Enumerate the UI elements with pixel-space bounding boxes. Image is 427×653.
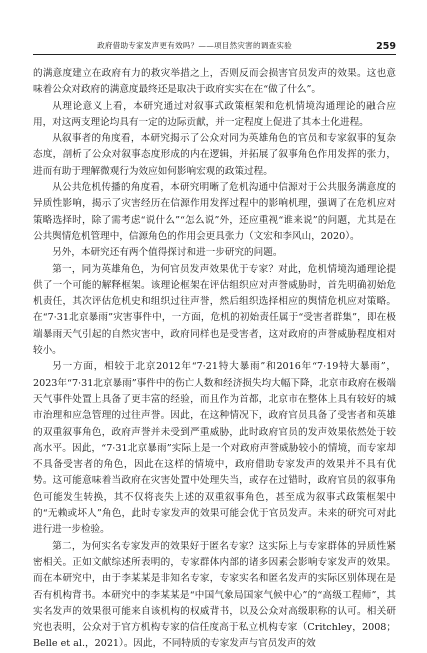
paragraph: 第二，为何实名专家发声的效果好于匿名专家？这实际上与专家群体的异质性紧密相关。正如文献综述所表明的，专家群体内部的诸多因素会影响专家发声的效果。而在本研究中，由于李某某是非知名专家，专家实名和匿名发声的实际区别体现在是否有机构背书。本研究中的李某某是“中国气象局国家气候中心”的“高级工程师”，其实名发声的效果很可能来自该机构的权威背书，以及公众对高级职称的认可。相关研究也表明，公众对于官方机构专家的信任度高于私立机构专家（Critchley，2008；Belle et al.，2021）。因此，不同特质的专家发声与官员发声的效 bbox=[33, 540, 396, 650]
running-header bbox=[33, 38, 396, 55]
page-number: 259 bbox=[376, 41, 396, 52]
paragraph: 另一方面，相较于北京2012年“7·21特大暴雨”和2016年“7·19特大暴雨”，2023年“7·31北京暴雨”事件中的伤亡人数和经济损失均大幅下降，北京市政府在极端天气事件处置上具备了更丰富的经验，而且作为首都，北京市在整体上具有较好的城市治理和应急管理的过往声誉。因此，在这种情况下，政府官员具备了受害者和英雄的双重叙事角色，政府声誉并未受到严重威胁，此时政府官员的发声效果依然处于较高水平。因此，“7·31北京暴雨”实际上是一个对政府声誉威胁较小的情境，而专家却不具备受害者的角色，因此在这样的情境中，政府借助专家发声的效果并不具有优势。这可能意味着当政府在灾害处置中处理失当，或存在过错时，政府官员的叙事角色可能发生转换，其不仅将丧失上述的双重叙事角色，甚至成为叙事式政策框架中的“无赖或坏人”角色，此时专家发声的效果可能会优于官员发声。未来的研究可对此进行进一步检验。 bbox=[33, 361, 396, 536]
paragraph: 从叙事者的角度看，本研究揭示了公众对同为英雄角色的官员和专家叙事的复杂态度，剖析了公众对叙事态度形成的内在逻辑，并拓展了叙事角色作用发挥的张力，进而有助于理解微观行为效应如何影响宏观的政策过程。 bbox=[33, 133, 396, 177]
body-text bbox=[33, 66, 396, 653]
paragraph: 的满意度建立在政府有力的救灾举措之上，否则反而会损害官员发声的效果。这也意味着公众对政府的满意度最终还是取决于政府实实在在“做了什么”。 bbox=[33, 68, 396, 96]
paragraph: 另外，本研究还有两个值得探讨和进一步研究的问题。 bbox=[52, 247, 283, 259]
running-title: 政府借助专家发声更有效吗？——项目然灾害的调查实验 bbox=[97, 41, 292, 50]
paragraph: 从公共危机传播的角度看，本研究明晰了危机沟通中信源对于公共服务满意度的异质性影响，揭示了灾害经历在信源作用发挥过程中的影响机理，强调了在危机应对策略选择时，除了需考虑“说什么”“怎么说”外，还应重视“谁来说”的问题，尤其是在公共舆情危机管理中，信源角色的作用会更具张力（文宏和李风山，2020）。 bbox=[33, 182, 396, 242]
paragraph: 从理论意义上看，本研究通过对叙事式政策框架和危机情境沟通理论的融合应用，对这两支理论均具有一定的边际贡献，并一定程度上促进了其本土化进程。 bbox=[33, 100, 396, 128]
paragraph: 第一，同为英雄角色，为何官员发声效果优于专家？对此，危机情境沟通理论提供了一个可能的解释框架。该理论框架在评估组织应对声誉威胁时，首先明确初始危机责任，其次评估危机史和组织过往声誉，然后组织选择相应的舆情危机应对策略。在“7·31北京暴雨”灾害事件中，一方面，危机的初始责任属于“受害者群集”，即在极端暴雨天气引起的自然灾害中，政府同样也是受害者，这对政府的声誉威胁程度相对较小。 bbox=[33, 263, 396, 357]
